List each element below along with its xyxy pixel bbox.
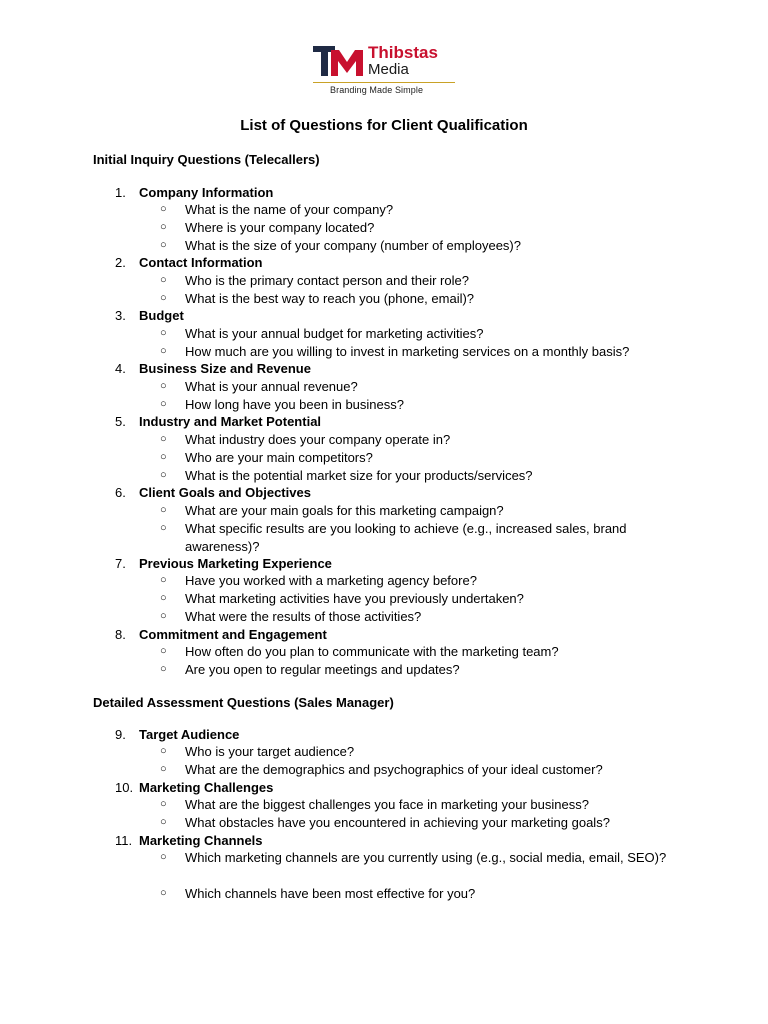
question-number: 5. (115, 414, 126, 429)
question-number: 7. (115, 556, 126, 571)
logo-divider (313, 82, 455, 83)
bullet-icon: ○ (160, 380, 167, 392)
bullet-icon: ○ (160, 574, 167, 586)
bullet-icon: ○ (160, 292, 167, 304)
question-number: 1. (115, 185, 126, 200)
question-title: Previous Marketing Experience (139, 556, 332, 571)
section-heading: Initial Inquiry Questions (Telecallers) (93, 152, 320, 167)
question-title: Budget (139, 308, 184, 323)
bullet-icon: ○ (160, 592, 167, 604)
question-item: How long have you been in business? (185, 397, 404, 412)
bullet-icon: ○ (160, 610, 167, 622)
question-title: Target Audience (139, 727, 240, 742)
question-title: Company Information (139, 185, 274, 200)
question-title: Marketing Challenges (139, 780, 274, 795)
question-item: Who is the primary contact person and their role? (185, 273, 469, 288)
question-title: Industry and Market Potential (139, 414, 322, 429)
logo-name: Thibstas (368, 43, 438, 62)
question-item: Are you open to regular meetings and updates? (185, 662, 460, 677)
bullet-icon: ○ (160, 763, 167, 775)
bullet-icon: ○ (160, 274, 167, 286)
question-item: What is your annual budget for marketing activities? (185, 326, 484, 341)
tm-logo-icon (313, 46, 365, 76)
bullet-icon: ○ (160, 203, 167, 215)
company-logo (313, 43, 455, 99)
bullet-icon: ○ (160, 469, 167, 481)
question-item: What are your main goals for this marketing campaign? (185, 503, 504, 518)
bullet-icon: ○ (160, 451, 167, 463)
question-number: 3. (115, 308, 126, 323)
bullet-icon: ○ (160, 398, 167, 410)
question-item: Who are your main competitors? (185, 450, 373, 465)
question-item: What specific results are you looking to achieve (e.g., increased sales, brand awareness)? (185, 521, 627, 554)
logo-sub: Media (368, 61, 409, 78)
question-item: What are the demographics and psychographics of your ideal customer? (185, 762, 603, 777)
bullet-icon: ○ (160, 663, 167, 675)
question-item: How often do you plan to communicate with the marketing team? (185, 644, 559, 659)
bullet-icon: ○ (160, 345, 167, 357)
question-title: Commitment and Engagement (139, 627, 327, 642)
section-heading: Detailed Assessment Questions (Sales Manager) (93, 695, 394, 710)
question-item: What is the name of your company? (185, 202, 394, 217)
bullet-icon: ○ (160, 433, 167, 445)
question-item: Where is your company located? (185, 220, 375, 235)
document-title: List of Questions for Client Qualification (240, 117, 528, 134)
question-item: What is the size of your company (number of employees)? (185, 238, 521, 253)
question-item: What industry does your company operate in? (185, 432, 451, 447)
bullet-icon: ○ (160, 816, 167, 828)
question-item: How much are you willing to invest in marketing services on a monthly basis? (185, 344, 630, 359)
bullet-icon: ○ (160, 798, 167, 810)
bullet-icon: ○ (160, 851, 167, 863)
question-title: Client Goals and Objectives (139, 485, 311, 500)
question-item: What is your annual revenue? (185, 379, 358, 394)
question-title: Marketing Channels (139, 833, 263, 848)
bullet-icon: ○ (160, 745, 167, 757)
question-item: Have you worked with a marketing agency before? (185, 573, 477, 588)
logo-tagline: Branding Made Simple (330, 85, 424, 95)
question-number: 11. (115, 833, 133, 848)
bullet-icon: ○ (160, 239, 167, 251)
question-item: What were the results of those activities? (185, 609, 422, 624)
question-number: 9. (115, 727, 126, 742)
question-title: Contact Information (139, 255, 263, 270)
question-number: 8. (115, 627, 126, 642)
question-number: 6. (115, 485, 126, 500)
question-number: 10. (115, 780, 134, 795)
question-item: What is the best way to reach you (phone, email)? (185, 291, 475, 306)
bullet-icon: ○ (160, 327, 167, 339)
question-item: Who is your target audience? (185, 744, 355, 759)
question-number: 4. (115, 361, 126, 376)
bullet-icon: ○ (160, 522, 167, 534)
bullet-icon: ○ (160, 221, 167, 233)
question-item: What marketing activities have you previously undertaken? (185, 591, 524, 606)
bullet-icon: ○ (160, 645, 167, 657)
question-item: What obstacles have you encountered in achieving your marketing goals? (185, 815, 610, 830)
question-item: What is the potential market size for your products/services? (185, 468, 533, 483)
question-title: Business Size and Revenue (139, 361, 311, 376)
bullet-icon: ○ (160, 887, 167, 899)
question-item: What are the biggest challenges you face in marketing your business? (185, 797, 589, 812)
question-item: Which marketing channels are you currently using (e.g., social media, email, SEO)? (185, 850, 667, 865)
question-number: 2. (115, 255, 126, 270)
question-item: Which channels have been most effective for you? (185, 886, 476, 901)
bullet-icon: ○ (160, 504, 167, 516)
